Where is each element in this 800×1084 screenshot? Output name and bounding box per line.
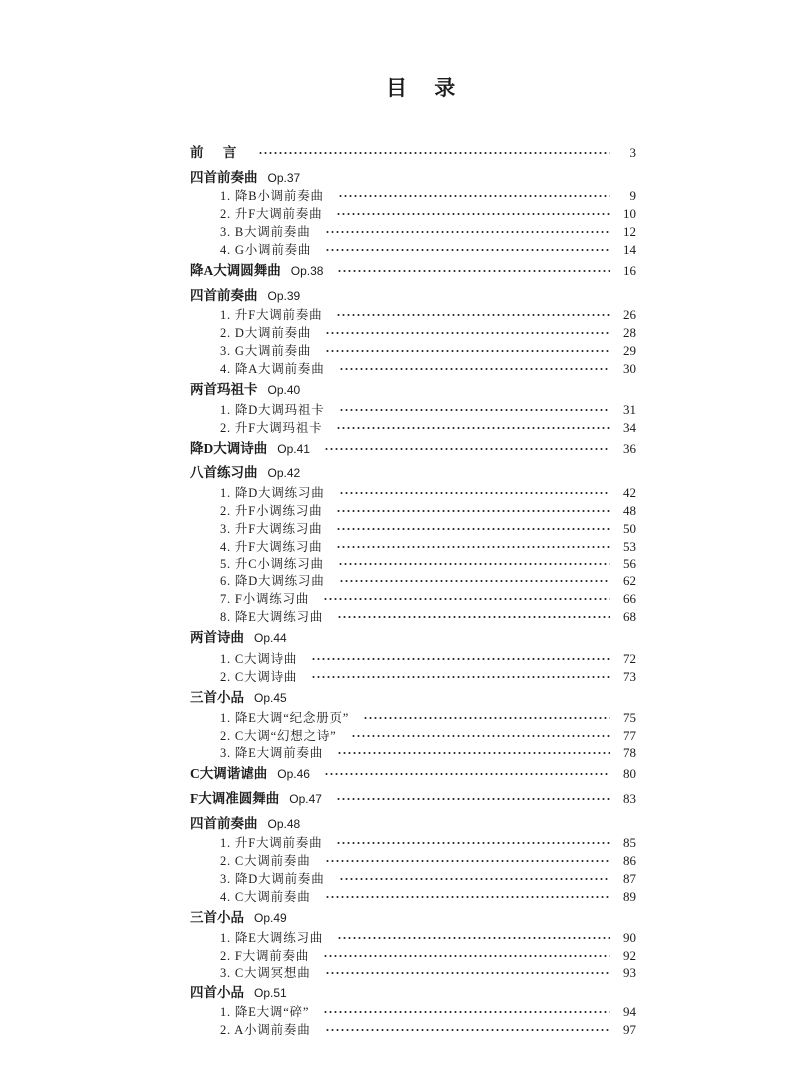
page-number: 10 [623,206,636,221]
page-number: 56 [623,556,636,571]
page-number: 50 [623,521,636,536]
page-number: 42 [623,485,636,500]
toc-item [220,223,636,241]
dot-leader [339,572,610,590]
opus-number: Op.38 [290,264,324,278]
section-title: 降A大调圆舞曲 [190,263,281,278]
entry-title: 3. B大调前奏曲 [220,225,311,239]
toc-item [220,744,636,762]
toc-item [220,852,636,870]
entry-title: 1. 降D大调练习曲 [220,486,325,500]
dot-leader [325,852,610,870]
section-title: C大调谐谑曲 [190,766,268,781]
opus-number: Op.37 [267,171,301,185]
page-number: 97 [623,1022,636,1037]
toc-item [220,727,636,745]
dot-leader [323,947,610,965]
opus-number: Op.45 [254,691,287,705]
opus-number: Op.41 [277,442,310,456]
toc-section-entry [190,765,636,783]
dot-leader [324,765,610,783]
toc-entry-preface [190,144,636,162]
dot-leader [338,187,610,205]
entry-title: 1. 升F大调前奏曲 [220,836,323,850]
dot-leader [336,520,610,538]
opus-number: Op.44 [254,631,287,645]
toc-item [220,947,636,965]
opus-number: Op.51 [254,986,287,1000]
page-number: 14 [623,242,636,257]
toc-item [220,520,636,538]
toc-item [220,205,636,223]
entry-title: 3. 降D大调前奏曲 [220,872,325,886]
dot-leader [258,144,610,162]
toc-item [220,419,636,437]
page-number: 83 [623,791,636,806]
entry-title: 7. F小调练习曲 [220,592,310,606]
dot-leader [339,360,610,378]
entry-title: 2. C大调诗曲 [220,670,298,684]
toc-item [220,241,636,259]
entry-title: 4. C大调前奏曲 [220,890,311,904]
page-number: 94 [623,1004,636,1019]
page-number: 16 [623,263,636,278]
page-number: 75 [623,710,636,725]
toc-item [220,668,636,686]
section-title: 三首小品 [190,910,244,925]
dot-leader [337,929,610,947]
page-number: 68 [623,609,636,624]
toc-item [220,888,636,906]
dot-leader [325,324,610,342]
page-number: 48 [623,503,636,518]
toc-item [220,342,636,360]
section-title: 三首小品 [190,690,244,705]
entry-title: 8. 降E大调练习曲 [220,610,324,624]
page-number: 87 [623,871,636,886]
dot-leader [336,790,610,808]
opus-number: Op.47 [289,792,322,806]
opus-number: Op.48 [267,817,301,831]
entry-title: 2. C大调前奏曲 [220,854,311,868]
opus-number: Op.42 [267,466,301,480]
toc-item [220,834,636,852]
toc-item [220,870,636,888]
dot-leader [338,555,610,573]
toc-item [220,709,636,727]
toc-item [220,1003,636,1021]
page-number: 34 [623,420,636,435]
page-number: 73 [623,669,636,684]
toc-item [220,306,636,324]
toc-item [220,1021,636,1039]
toc-section-heading [190,629,636,647]
page-number: 36 [623,441,636,456]
entry-title: 1. 降E大调“纪念册页” [220,711,350,725]
section-title: 四首前奏曲 [190,288,258,303]
entry-title: 前 言 [190,145,245,160]
dot-leader [323,590,610,608]
page-number: 26 [623,307,636,322]
page-number: 90 [623,930,636,945]
page-number: 28 [623,325,636,340]
entry-title: 2. A小调前奏曲 [220,1023,311,1037]
page-number: 89 [623,889,636,904]
entry-title: 4. 降A大调前奏曲 [220,362,325,376]
toc-item [220,502,636,520]
dot-leader [325,1021,610,1039]
dot-leader [337,262,610,280]
toc-item [220,324,636,342]
page-number: 85 [623,835,636,850]
page-number: 78 [623,745,636,760]
toc-item [220,590,636,608]
toc-section-heading [190,689,636,707]
page-number: 66 [623,591,636,606]
dot-leader [363,709,610,727]
entry-title: 6. 降D大调练习曲 [220,574,325,588]
toc-section-heading [190,815,636,833]
dot-leader [325,342,610,360]
toc-item [220,484,636,502]
section-title: 降D大调诗曲 [190,441,268,456]
toc-item [220,538,636,556]
toc-item [220,650,636,668]
dot-leader [337,608,610,626]
entry-title: 1. 降E大调“碎” [220,1005,310,1019]
entry-title: 1. C大调诗曲 [220,652,298,666]
entry-title: 2. D大调前奏曲 [220,326,312,340]
toc-item [220,608,636,626]
entry-title: 1. 降E大调练习曲 [220,931,324,945]
entry-title: 4. G小调前奏曲 [220,243,312,257]
dot-leader [336,205,610,223]
entry-title: 3. G大调前奏曲 [220,344,312,358]
page-number: 77 [623,728,636,743]
entry-title: 2. 升F大调前奏曲 [220,207,323,221]
page-number: 12 [623,224,636,239]
dot-leader [336,834,610,852]
page-number: 72 [623,651,636,666]
toc-section-heading [190,169,636,187]
dot-leader [325,241,610,259]
toc-item [220,964,636,982]
dot-leader [325,964,610,982]
dot-leader [325,888,610,906]
dot-leader [336,538,610,556]
section-title: 四首前奏曲 [190,170,258,185]
page-number: 80 [623,766,636,781]
section-title: 四首小品 [190,985,244,1000]
toc-section-heading [190,464,636,482]
toc-item [220,187,636,205]
dot-leader [336,502,610,520]
toc-section-heading [190,984,636,1002]
dot-leader [337,744,610,762]
entry-title: 1. 降B小调前奏曲 [220,189,324,203]
opus-number: Op.49 [254,911,287,925]
toc-item [220,555,636,573]
entry-title: 4. 升F大调练习曲 [220,540,323,554]
section-title: 两首玛祖卡 [190,382,258,397]
entry-title: 3. C大调冥想曲 [220,966,311,980]
entry-title: 3. 降E大调前奏曲 [220,746,324,760]
section-title: 八首练习曲 [190,465,258,480]
entry-title: 2. F大调前奏曲 [220,949,310,963]
section-title: F大调准圆舞曲 [190,791,280,806]
dot-leader [323,1003,610,1021]
toc-section-entry [190,790,636,808]
opus-number: Op.40 [267,383,301,397]
entry-title: 2. 升F大调玛祖卡 [220,421,323,435]
opus-number: Op.46 [277,767,310,781]
dot-leader [311,668,610,686]
entry-title: 5. 升C小调练习曲 [220,557,324,571]
entry-title: 1. 升F大调前奏曲 [220,308,323,322]
dot-leader [339,484,610,502]
page-number: 53 [623,539,636,554]
entry-title: 1. 降D大调玛祖卡 [220,403,325,417]
entry-title: 2. C大调“幻想之诗” [220,729,337,743]
page-number: 30 [623,361,636,376]
toc-item [220,929,636,947]
toc-section-entry [190,262,636,280]
toc-section-heading [190,381,636,399]
dot-leader [339,870,610,888]
page-number: 9 [629,188,636,203]
toc-section-entry [190,440,636,458]
page-number: 29 [623,343,636,358]
page-number: 31 [623,402,636,417]
page-number: 86 [623,853,636,868]
dot-leader [336,306,610,324]
entry-title: 3. 升F大调练习曲 [220,522,323,536]
page-title: 目 录 [386,75,466,100]
toc-section-heading [190,287,636,305]
opus-number: Op.39 [267,289,301,303]
toc-item [220,572,636,590]
section-title: 两首诗曲 [190,630,244,645]
page-number: 3 [629,145,636,160]
dot-leader [325,223,610,241]
dot-leader [336,419,610,437]
dot-leader [339,401,610,419]
toc-item [220,401,636,419]
dot-leader [311,650,610,668]
section-title: 四首前奏曲 [190,816,258,831]
toc-section-heading [190,909,636,927]
entry-title: 2. 升F小调练习曲 [220,504,323,518]
dot-leader [351,727,610,745]
page-number: 93 [623,965,636,980]
page-number: 62 [623,573,636,588]
dot-leader [324,440,610,458]
page-number: 92 [623,948,636,963]
toc-item [220,360,636,378]
